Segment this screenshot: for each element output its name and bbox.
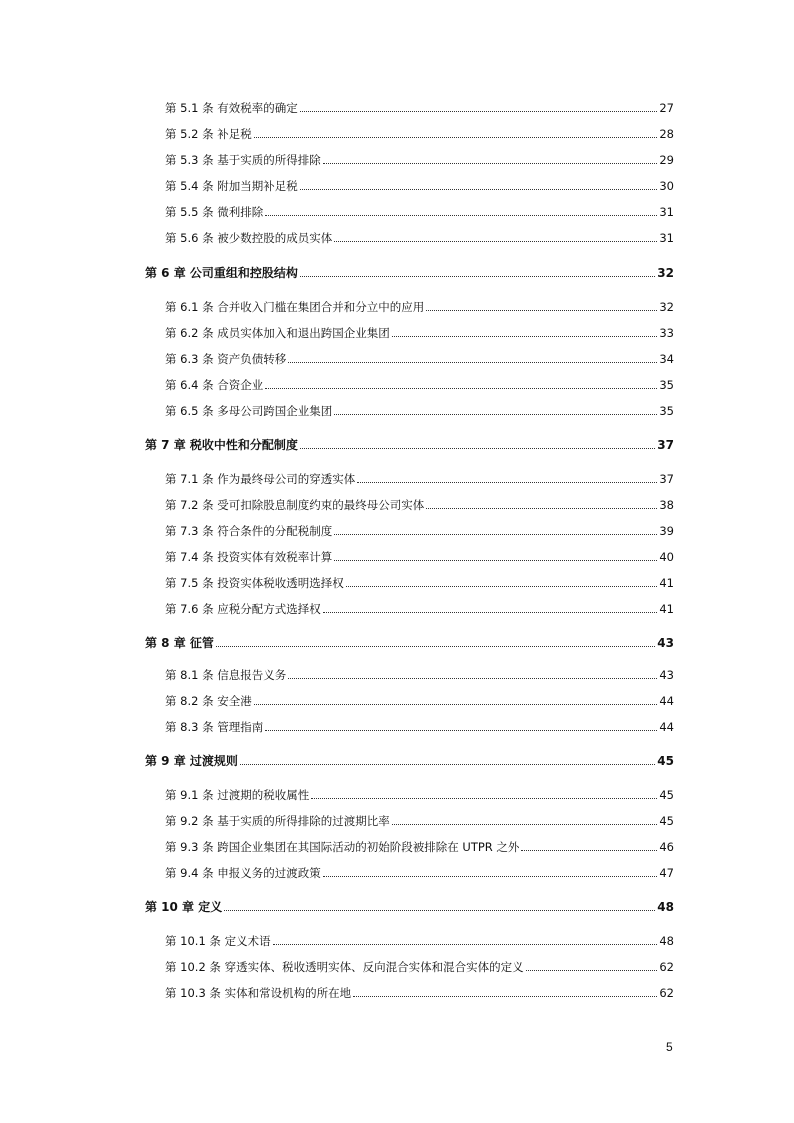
toc-entry-page: 34 [659, 352, 674, 366]
dot-leader [273, 943, 658, 945]
dot-leader [357, 481, 657, 483]
dot-leader [392, 335, 658, 337]
toc-entry-page: 62 [659, 986, 674, 1000]
toc-entry-label: 第 7.6 条 应税分配方式选择权 [165, 602, 321, 616]
dot-leader [392, 823, 658, 825]
dot-leader [224, 909, 655, 911]
toc-section-entry[interactable] [165, 123, 674, 141]
dot-leader [334, 240, 657, 242]
toc-chapter-entry[interactable] [145, 262, 674, 280]
toc-entry-page: 29 [659, 153, 674, 167]
toc-section-entry[interactable] [165, 149, 674, 167]
toc-entry-page: 44 [659, 720, 674, 734]
dot-leader [300, 275, 655, 277]
toc-entry-page: 44 [659, 694, 674, 708]
dot-leader [334, 533, 657, 535]
toc-section-entry[interactable] [165, 862, 674, 880]
toc-entry-label: 第 9.4 条 申报义务的过渡政策 [165, 866, 321, 880]
toc-entry-label: 第 10 章 定义 [145, 900, 223, 914]
toc-section-entry[interactable] [165, 982, 674, 1000]
toc-entry-label: 第 6 章 公司重组和控股结构 [145, 266, 298, 280]
toc-entry-page: 28 [659, 127, 674, 141]
toc-section-entry[interactable] [165, 572, 674, 590]
toc-entry-label: 第 6.1 条 合并收入门槛在集团合并和分立中的应用 [165, 300, 425, 314]
toc-section-entry[interactable] [165, 836, 674, 854]
toc-entry-label: 第 6.5 条 多母公司跨国企业集团 [165, 404, 333, 418]
toc-entry-label: 第 6.3 条 资产负债转移 [165, 352, 287, 366]
toc-section-entry[interactable] [165, 175, 674, 193]
toc-entry-page: 33 [659, 326, 674, 340]
dot-leader [526, 969, 658, 971]
toc-entry-label: 第 5.1 条 有效税率的确定 [165, 101, 298, 115]
toc-entry-label: 第 6.2 条 成员实体加入和退出跨国企业集团 [165, 326, 390, 340]
page-number: 5 [666, 1040, 673, 1054]
toc-section-entry[interactable] [165, 784, 674, 802]
toc-section-entry[interactable] [165, 494, 674, 512]
toc-entry-page: 37 [657, 438, 674, 452]
toc-entry-label: 第 10.3 条 实体和常设机构的所在地 [165, 986, 352, 1000]
toc-entry-label: 第 7.2 条 受可扣除股息制度约束的最终母公司实体 [165, 498, 425, 512]
toc-section-entry[interactable] [165, 716, 674, 734]
toc-entry-page: 62 [659, 960, 674, 974]
toc-section-entry[interactable] [165, 468, 674, 486]
toc-entry-label: 第 9.2 条 基于实质的所得排除的过渡期比率 [165, 814, 390, 828]
toc-section-entry[interactable] [165, 227, 674, 245]
dot-leader [288, 361, 657, 363]
toc-entry-label: 第 9.3 条 跨国企业集团在其国际活动的初始阶段被排除在 UTPR 之外 [165, 840, 520, 854]
dot-leader [216, 645, 655, 647]
toc-entry-page: 31 [659, 231, 674, 245]
toc-entry-page: 35 [659, 378, 674, 392]
dot-leader [334, 559, 657, 561]
toc-entry-label: 第 5.4 条 附加当期补足税 [165, 179, 298, 193]
toc-entry-label: 第 8.1 条 信息报告义务 [165, 668, 287, 682]
dot-leader [426, 309, 657, 311]
toc-entry-label: 第 8.2 条 安全港 [165, 694, 252, 708]
toc-section-entry[interactable] [165, 520, 674, 538]
toc-entry-page: 45 [657, 754, 674, 768]
toc-entry-page: 41 [659, 576, 674, 590]
dot-leader [254, 136, 658, 138]
toc-section-entry[interactable] [165, 690, 674, 708]
dot-leader [346, 585, 658, 587]
toc-entry-label: 第 7.4 条 投资实体有效税率计算 [165, 550, 333, 564]
toc-chapter-entry[interactable] [145, 632, 674, 650]
toc-entry-page: 48 [659, 934, 674, 948]
toc-section-entry[interactable] [165, 201, 674, 219]
toc-entry-page: 45 [659, 788, 674, 802]
dot-leader [334, 413, 657, 415]
toc-section-entry[interactable] [165, 598, 674, 616]
toc-entry-page: 47 [659, 866, 674, 880]
dot-leader [288, 677, 657, 679]
dot-leader [353, 995, 657, 997]
toc-entry-page: 32 [659, 300, 674, 314]
toc-entry-page: 48 [657, 900, 674, 914]
dot-leader [426, 507, 657, 509]
dot-leader [521, 849, 657, 851]
toc-entry-label: 第 9 章 过渡规则 [145, 754, 238, 768]
toc-entry-label: 第 10.1 条 定义术语 [165, 934, 271, 948]
toc-entry-label: 第 9.1 条 过渡期的税收属性 [165, 788, 310, 802]
toc-entry-label: 第 10.2 条 穿透实体、税收透明实体、反向混合实体和混合实体的定义 [165, 960, 524, 974]
toc-entry-label: 第 5.6 条 被少数控股的成员实体 [165, 231, 333, 245]
toc-entry-label: 第 7.3 条 符合条件的分配税制度 [165, 524, 333, 538]
toc-entry-label: 第 6.4 条 合资企业 [165, 378, 264, 392]
dot-leader [240, 763, 655, 765]
toc-entry-page: 31 [659, 205, 674, 219]
toc-section-entry[interactable] [165, 348, 674, 366]
dot-leader [265, 214, 657, 216]
dot-leader [300, 188, 658, 190]
dot-leader [323, 162, 658, 164]
toc-chapter-entry[interactable] [145, 750, 674, 768]
toc-entry-page: 30 [659, 179, 674, 193]
toc-entry-label: 第 7.5 条 投资实体税收透明选择权 [165, 576, 344, 590]
dot-leader [300, 110, 658, 112]
toc-entry-page: 27 [659, 101, 674, 115]
toc-entry-label: 第 5.3 条 基于实质的所得排除 [165, 153, 321, 167]
toc-section-entry[interactable] [165, 810, 674, 828]
toc-entry-page: 43 [657, 636, 674, 650]
toc-entry-page: 46 [659, 840, 674, 854]
toc-section-entry[interactable] [165, 546, 674, 564]
toc-section-entry[interactable] [165, 296, 674, 314]
dot-leader [323, 611, 658, 613]
toc-entry-page: 39 [659, 524, 674, 538]
toc-chapter-entry[interactable] [145, 434, 674, 452]
toc-section-entry[interactable] [165, 322, 674, 340]
toc-section-entry[interactable] [165, 374, 674, 392]
dot-leader [265, 729, 657, 731]
toc-entry-page: 32 [657, 266, 674, 280]
dot-leader [311, 797, 657, 799]
toc-entry-page: 43 [659, 668, 674, 682]
toc-entry-page: 40 [659, 550, 674, 564]
toc-entry-label: 第 7 章 税收中性和分配制度 [145, 438, 298, 452]
toc-entry-label: 第 5.2 条 补足税 [165, 127, 252, 141]
toc-entry-label: 第 8 章 征管 [145, 636, 214, 650]
toc-entry-page: 45 [659, 814, 674, 828]
toc-section-entry[interactable] [165, 664, 674, 682]
toc-entry-page: 38 [659, 498, 674, 512]
toc-entry-label: 第 5.5 条 微利排除 [165, 205, 264, 219]
dot-leader [323, 875, 658, 877]
toc-chapter-entry[interactable] [145, 896, 674, 914]
toc-entry-label: 第 7.1 条 作为最终母公司的穿透实体 [165, 472, 356, 486]
toc-section-entry[interactable] [165, 930, 674, 948]
dot-leader [254, 703, 658, 705]
toc-entry-page: 41 [659, 602, 674, 616]
toc-entry-page: 35 [659, 404, 674, 418]
dot-leader [300, 447, 655, 449]
toc-section-entry[interactable] [165, 956, 674, 974]
dot-leader [265, 387, 657, 389]
toc-section-entry[interactable] [165, 97, 674, 115]
toc-entry-page: 37 [659, 472, 674, 486]
toc-entry-label: 第 8.3 条 管理指南 [165, 720, 264, 734]
toc-section-entry[interactable] [165, 400, 674, 418]
